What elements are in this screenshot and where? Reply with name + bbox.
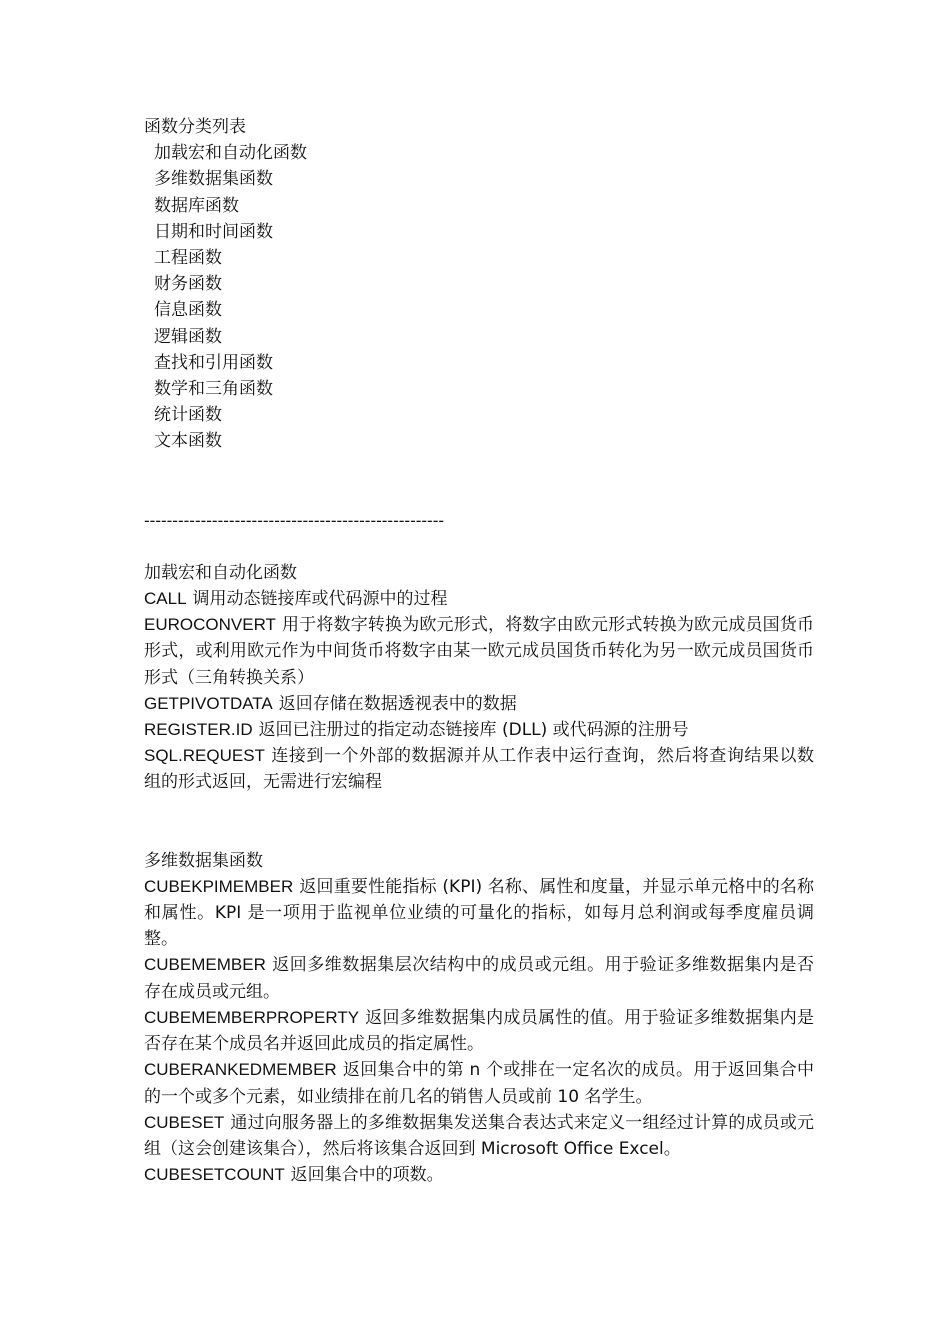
- section-title: 加载宏和自动化函数: [144, 562, 297, 583]
- divider-line: -----------------------------------------------------: [144, 510, 445, 530]
- toc-item: 文本函数: [154, 431, 222, 452]
- function-entry: [144, 952, 814, 1004]
- toc-item: 查找和引用函数: [154, 352, 273, 373]
- section-title: 多维数据集函数: [144, 850, 263, 871]
- function-desc: 返回已注册过的指定动态链接库 (DLL) 或代码源的注册号: [258, 720, 689, 741]
- function-desc: 连接到一个外部的数据源并从工作表中运行查询，然后将查询结果以数组的形式返回，无需进行宏编程: [144, 746, 814, 793]
- function-entry: [144, 586, 814, 612]
- function-name: CALL: [144, 589, 187, 609]
- toc-item: 日期和时间函数: [154, 221, 273, 242]
- function-desc: 用于将数字转换为欧元形式，将数字由欧元形式转换为欧元成员国货币形式，或利用欧元作为中间货币将数字由某一欧元成员国货币转化为另一欧元成员国货币形式（三角转换关系）: [144, 615, 814, 688]
- function-name: REGISTER.ID: [144, 720, 253, 740]
- toc-item: 数据库函数: [154, 195, 239, 216]
- function-desc: 通过向服务器上的多维数据集发送集合表达式来定义一组经过计算的成员或元组（这会创建该集合），然后将该集合返回到 Microsoft Office Excel。: [144, 1112, 814, 1159]
- document-page: [144, 114, 814, 1188]
- toc-item: 加载宏和自动化函数: [154, 143, 307, 164]
- function-name: GETPIVOTDATA: [144, 693, 273, 713]
- toc: [144, 114, 814, 455]
- function-entry: [144, 743, 814, 795]
- function-desc: 返回重要性能指标 (KPI) 名称、属性和度量，并显示单元格中的名称和属性。KPI 是一项用于监视单位业绩的可量化的指标，如每月总利润或每季度雇员调整。: [144, 876, 814, 950]
- toc-title: 函数分类列表: [144, 117, 246, 137]
- toc-item: 逻辑函数: [154, 326, 222, 347]
- function-name: CUBEKPIMEMBER: [144, 876, 294, 896]
- function-name: CUBEMEMBER: [144, 955, 266, 975]
- toc-item: 财务函数: [154, 274, 222, 295]
- function-name: CUBEMEMBERPROPERTY: [144, 1007, 360, 1027]
- function-desc: 返回集合中的第 n 个或排在一定名次的成员。用于返回集合中的一个或多个元素，如业绩排在前几名的销售人员或前 10 名学生。: [144, 1060, 814, 1107]
- function-desc: 返回多维数据集内成员属性的值。用于验证多维数据集内是否存在某个成员名并返回此成员的指定属性。: [144, 1007, 814, 1055]
- function-desc: 返回多维数据集层次结构中的成员或元组。用于验证多维数据集内是否存在成员或元组。: [144, 955, 814, 1002]
- toc-item: 信息函数: [154, 300, 222, 321]
- function-entry: [144, 1110, 814, 1162]
- section-cube: [144, 848, 814, 1189]
- toc-item: 工程函数: [154, 248, 222, 269]
- function-name: CUBERANKEDMEMBER: [144, 1060, 337, 1080]
- section-addin-automation: [144, 560, 814, 796]
- function-entry: [144, 874, 814, 953]
- function-entry: [144, 691, 814, 717]
- function-entry: [144, 1005, 814, 1057]
- toc-list: [144, 140, 814, 454]
- function-entry: [144, 717, 814, 743]
- toc-item: 数学和三角函数: [154, 379, 273, 400]
- function-name: CUBESETCOUNT: [144, 1165, 285, 1185]
- function-name: EUROCONVERT: [144, 615, 276, 635]
- function-entry: [144, 1057, 814, 1109]
- function-desc: 返回存储在数据透视表中的数据: [278, 693, 517, 714]
- function-name: CUBESET: [144, 1112, 225, 1132]
- function-entry: [144, 612, 814, 691]
- toc-item: 统计函数: [154, 405, 222, 426]
- toc-item: 多维数据集函数: [154, 169, 273, 190]
- function-desc: 返回集合中的项数。: [290, 1165, 444, 1186]
- function-entry: [144, 1162, 814, 1188]
- function-desc: 调用动态链接库或代码源中的过程: [192, 589, 448, 610]
- function-name: SQL.REQUEST: [144, 746, 265, 766]
